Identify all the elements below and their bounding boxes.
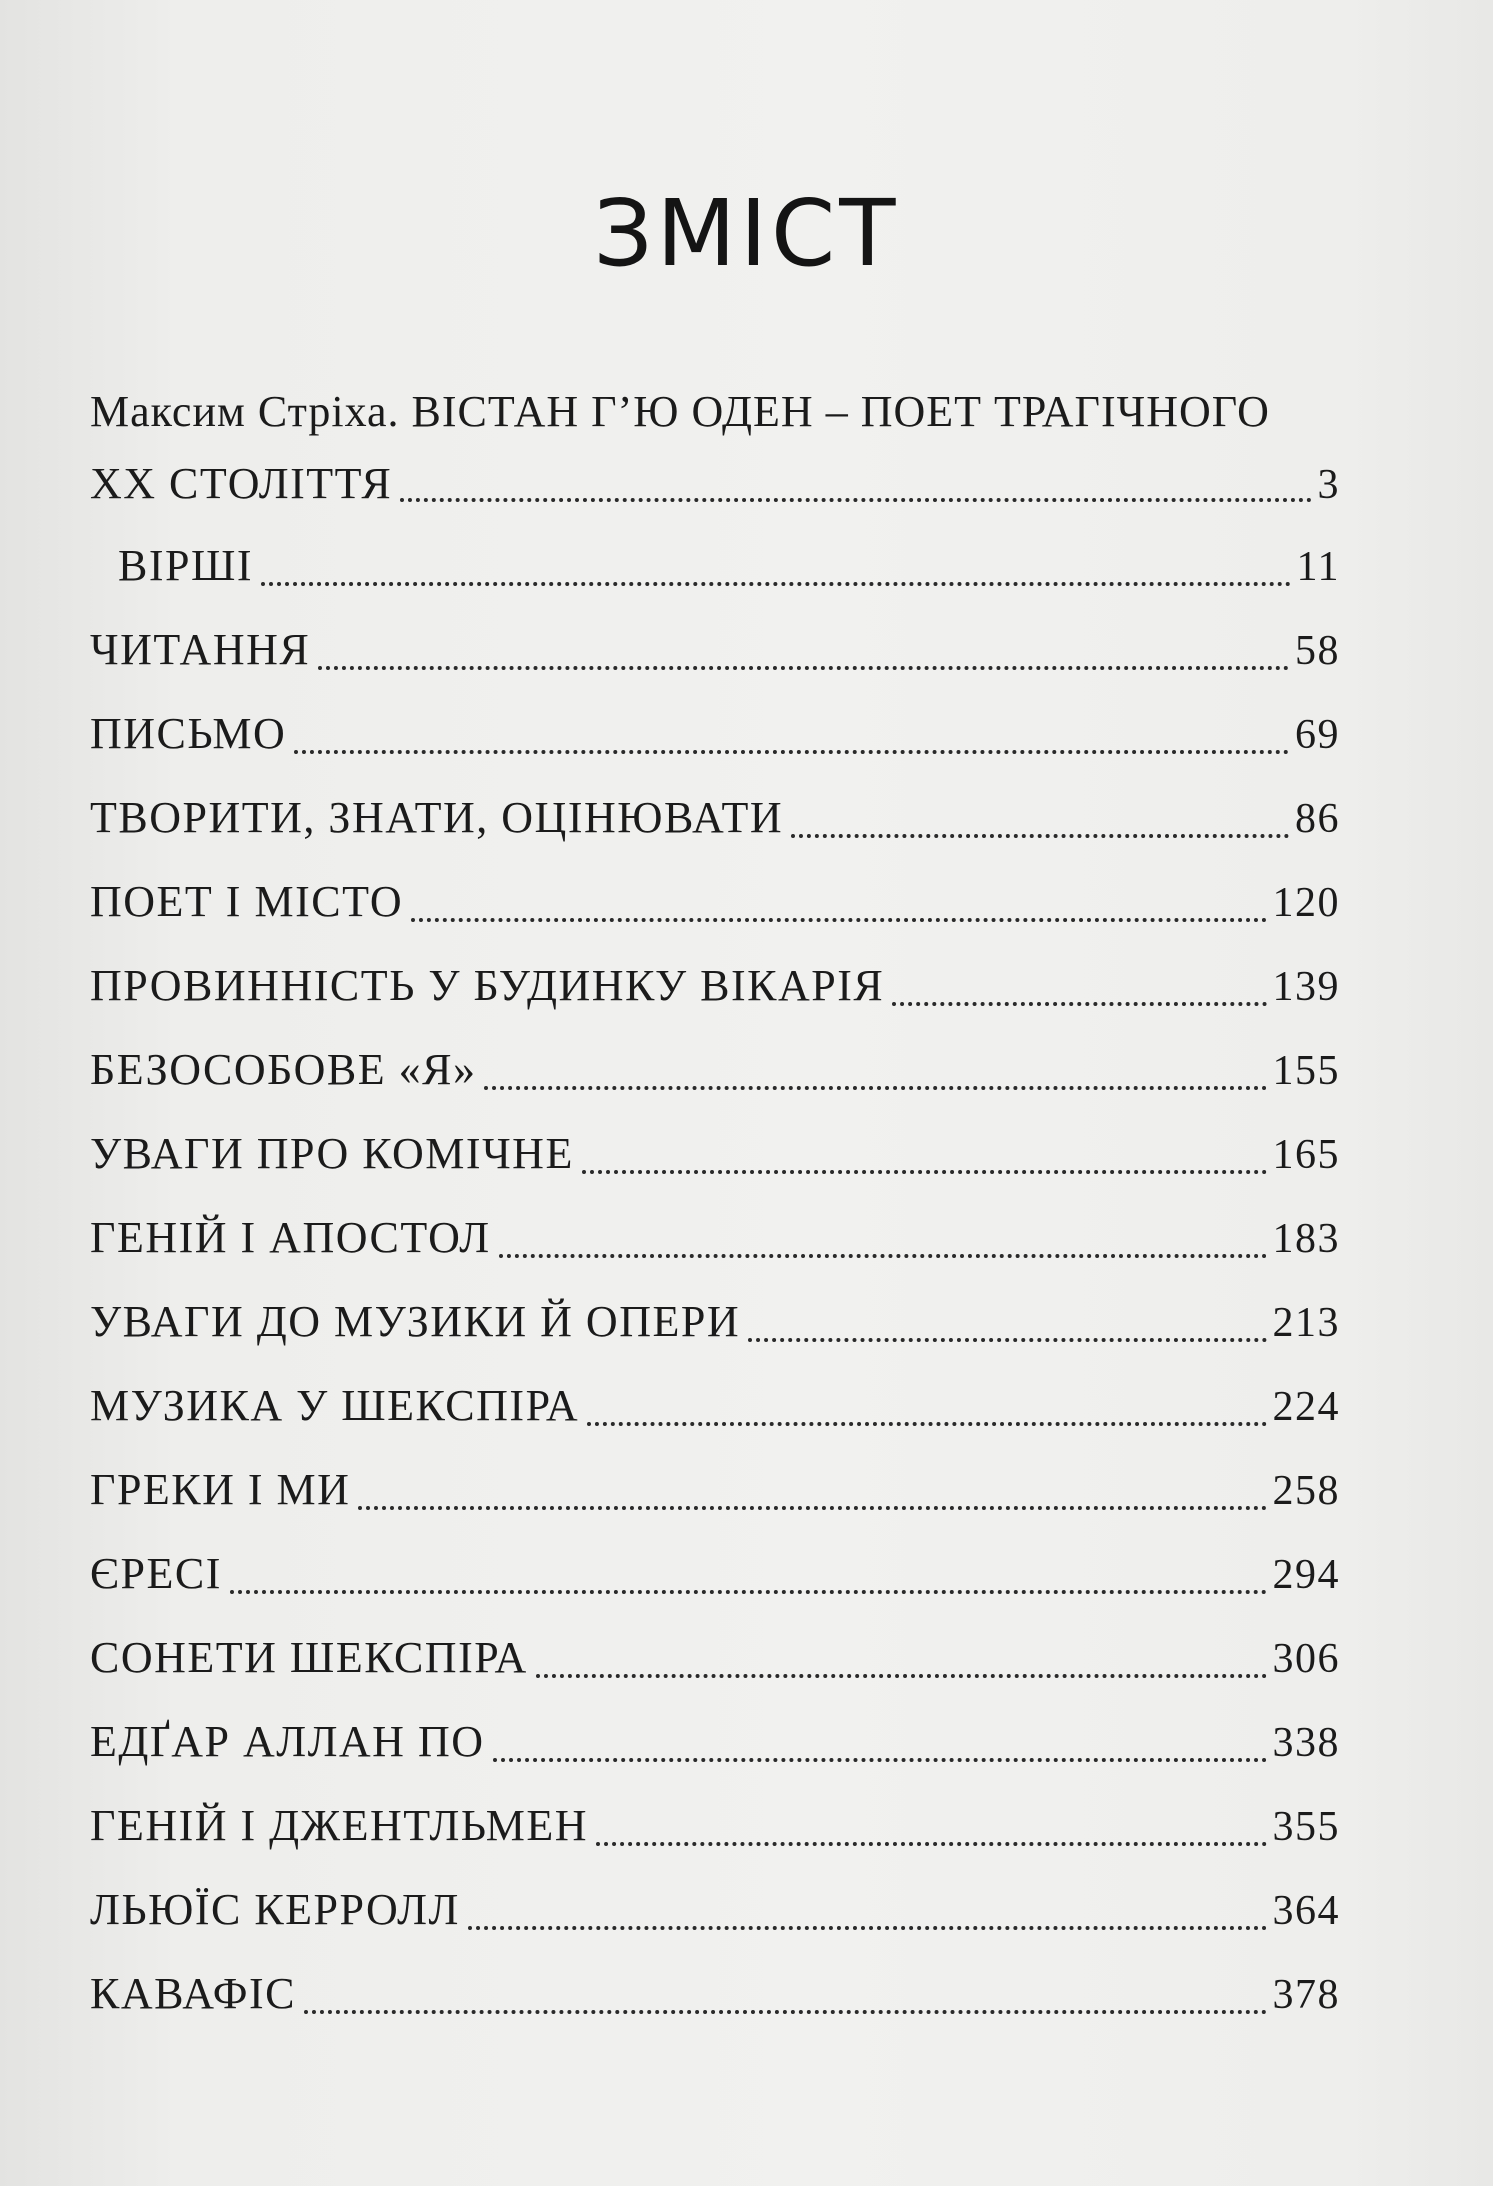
dot-leader bbox=[304, 2010, 1267, 2014]
dot-leader bbox=[468, 1926, 1267, 1930]
toc-entry-page: 338 bbox=[1272, 1720, 1340, 1766]
toc-entry[interactable] bbox=[90, 944, 1340, 1028]
toc-entry-label: ХХ СТОЛІТТЯ bbox=[90, 459, 393, 508]
dot-leader bbox=[294, 750, 1289, 754]
dot-leader bbox=[358, 1506, 1266, 1510]
toc-entry-label: УВАГИ ДО МУЗИКИ Й ОПЕРИ bbox=[90, 1297, 741, 1346]
dot-leader bbox=[230, 1590, 1267, 1594]
toc-entry[interactable] bbox=[90, 1112, 1340, 1196]
toc-entry-label: ЕДҐАР АЛЛАН ПО bbox=[90, 1717, 485, 1766]
page-title: ЗМІСТ bbox=[593, 180, 900, 287]
toc-entry-label: ПРОВИННІСТЬ У БУДИНКУ ВІКАРІЯ bbox=[90, 961, 885, 1010]
dot-leader bbox=[411, 918, 1266, 922]
toc-entry-page: 224 bbox=[1272, 1384, 1340, 1430]
dot-leader bbox=[499, 1254, 1267, 1258]
dot-leader bbox=[596, 1842, 1266, 1846]
dot-leader bbox=[536, 1674, 1267, 1678]
dot-leader bbox=[587, 1422, 1266, 1426]
toc-entry-label: МУЗИКА У ШЕКСПІРА bbox=[90, 1381, 580, 1430]
toc-entry-label: КАВАФІС bbox=[90, 1969, 296, 2018]
toc-entry-label: ЛЬЮЇС КЕРРОЛЛ bbox=[90, 1885, 460, 1934]
toc-entry-page: 3 bbox=[1317, 462, 1340, 508]
toc-entry[interactable] bbox=[90, 1868, 1340, 1952]
toc-entry-label: БЕЗОСОБОВЕ «Я» bbox=[90, 1045, 477, 1094]
toc-entry-label: ПОЕТ І МІСТО bbox=[90, 877, 404, 926]
toc-entry-label: ЄРЕСІ bbox=[90, 1549, 222, 1598]
toc-entry[interactable] bbox=[90, 860, 1340, 944]
toc-entry-label: УВАГИ ПРО КОМІЧНЕ bbox=[90, 1129, 574, 1178]
toc-entry-intro[interactable] bbox=[90, 444, 1340, 524]
dot-leader bbox=[493, 1758, 1267, 1762]
toc-entry-page: 294 bbox=[1272, 1552, 1340, 1598]
toc-entry[interactable] bbox=[90, 1784, 1340, 1868]
toc-entry-label: ВІРШІ bbox=[118, 541, 254, 590]
dot-leader bbox=[582, 1170, 1267, 1174]
toc-entry-label: ГРЕКИ І МИ bbox=[90, 1465, 351, 1514]
toc-entry-label: СОНЕТИ ШЕКСПІРА bbox=[90, 1633, 528, 1682]
toc-entry-page: 86 bbox=[1295, 796, 1340, 842]
toc-entry-page: 11 bbox=[1296, 544, 1340, 590]
toc-entry[interactable] bbox=[90, 608, 1340, 692]
toc-entry[interactable] bbox=[90, 1700, 1340, 1784]
toc-entry[interactable] bbox=[90, 1028, 1340, 1112]
dot-leader bbox=[400, 498, 1311, 502]
toc-entry-page: 120 bbox=[1272, 880, 1340, 926]
toc-entry[interactable] bbox=[90, 524, 1340, 608]
toc-entry-page: 355 bbox=[1272, 1804, 1340, 1850]
toc-entry[interactable] bbox=[90, 1532, 1340, 1616]
toc-entry-page: 139 bbox=[1272, 964, 1340, 1010]
toc-entry-label: ТВОРИТИ, ЗНАТИ, ОЦІНЮВАТИ bbox=[90, 793, 784, 842]
dot-leader bbox=[484, 1086, 1266, 1090]
toc-entry-page: 183 bbox=[1272, 1216, 1340, 1262]
toc-entry-page: 364 bbox=[1272, 1888, 1340, 1934]
toc-entry[interactable] bbox=[90, 1952, 1340, 2036]
toc-entry[interactable] bbox=[90, 776, 1340, 860]
toc-entry-page: 155 bbox=[1272, 1048, 1340, 1094]
toc-entry[interactable] bbox=[90, 1280, 1340, 1364]
toc-entry[interactable] bbox=[90, 1364, 1340, 1448]
toc-entry-label: ПИСЬМО bbox=[90, 709, 287, 758]
toc-entry-page: 378 bbox=[1272, 1972, 1340, 2018]
toc-entry-page: 69 bbox=[1295, 712, 1340, 758]
toc-entry[interactable] bbox=[90, 1196, 1340, 1280]
toc-entry-label: ГЕНІЙ І АПОСТОЛ bbox=[90, 1213, 491, 1262]
toc-entry-page: 306 bbox=[1272, 1636, 1340, 1682]
toc-intro-line1: Максим Стріха. ВІСТАН Г’Ю ОДЕН – ПОЕТ ТРАГІЧНОГО bbox=[90, 387, 1270, 436]
toc-entry-page: 213 bbox=[1272, 1300, 1340, 1346]
toc-entry[interactable] bbox=[90, 692, 1340, 776]
dot-leader bbox=[318, 666, 1289, 670]
table-of-contents bbox=[90, 380, 1340, 2036]
toc-entry-page: 165 bbox=[1272, 1132, 1340, 1178]
dot-leader bbox=[791, 834, 1289, 838]
toc-entry[interactable] bbox=[90, 1448, 1340, 1532]
toc-entry-label: ГЕНІЙ І ДЖЕНТЛЬМЕН bbox=[90, 1801, 589, 1850]
dot-leader bbox=[261, 582, 1291, 586]
dot-leader bbox=[892, 1002, 1266, 1006]
dot-leader bbox=[748, 1338, 1266, 1342]
toc-entry-label: ЧИТАННЯ bbox=[90, 625, 311, 674]
toc-entry-page: 58 bbox=[1295, 628, 1340, 674]
toc-entry[interactable] bbox=[90, 1616, 1340, 1700]
toc-entry-page: 258 bbox=[1272, 1468, 1340, 1514]
